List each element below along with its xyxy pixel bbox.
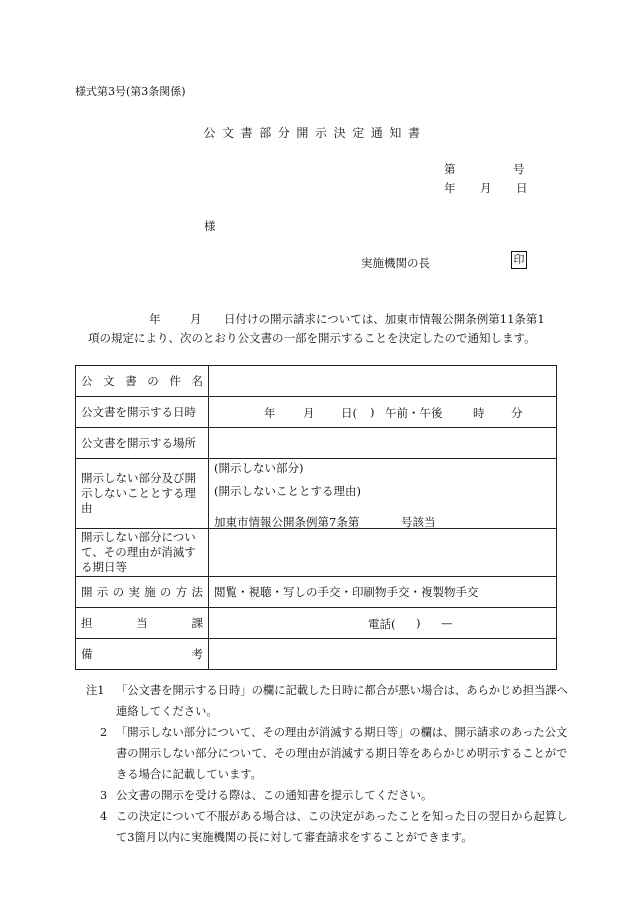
label-char: 件 xyxy=(169,374,181,388)
note-number: 注1 xyxy=(86,684,105,697)
note-item xyxy=(88,806,568,848)
seal-mark: 印 xyxy=(511,251,527,269)
row-label xyxy=(76,366,209,397)
doc-number-suffix: 号 xyxy=(513,162,525,176)
label-char: 実 xyxy=(128,585,140,599)
table-row xyxy=(76,639,557,670)
label-char: の xyxy=(147,374,159,388)
table-row xyxy=(76,366,557,397)
label-subject xyxy=(81,373,203,389)
note-number: 3 xyxy=(100,789,108,802)
table-row xyxy=(76,397,557,428)
label-char: 書 xyxy=(125,374,137,388)
intro-year: 年 xyxy=(149,312,161,326)
department-value xyxy=(209,608,557,639)
label-method xyxy=(81,584,203,600)
note-text: 「開示しない部分について、その理由が消滅する期日等」の欄は、開示請求のあった公文書の開示しない部分について、その理由が消滅する期日等をあらかじめ明示することができる場合に記載しています。 xyxy=(116,726,568,781)
table-row xyxy=(76,529,557,577)
issuer-title: 実施機関の長 xyxy=(361,256,430,270)
table-row xyxy=(76,459,557,529)
label-char: 考 xyxy=(191,647,203,661)
row-label: 開示しない部分及び開示しないこととする理由 xyxy=(76,459,209,529)
row-label: 公文書を開示する場所 xyxy=(76,428,209,459)
document-title: 公文書部分開示決定通知書 xyxy=(203,126,427,140)
reason-applicable: 号該当 xyxy=(401,515,436,529)
label-char: 名 xyxy=(191,374,203,388)
dt-day: 日( xyxy=(341,406,357,420)
label-char: 示 xyxy=(96,585,109,599)
row-label xyxy=(76,639,209,670)
row-label xyxy=(76,577,209,608)
label-char: 文 xyxy=(103,374,115,388)
reason-ordinance: 加東市情報公開条例第7条第 xyxy=(214,515,360,529)
label-char: 担 xyxy=(81,616,93,630)
row-label xyxy=(76,608,209,639)
dt-close: ) xyxy=(370,405,375,419)
label-char: 方 xyxy=(175,585,188,599)
dt-month: 月 xyxy=(303,406,315,420)
form-number: 様式第3号(第3条関係) xyxy=(75,85,186,98)
phone-close: ) xyxy=(416,616,421,630)
label-char: 法 xyxy=(191,585,203,599)
label-char: の xyxy=(159,585,172,599)
label-char: 備 xyxy=(81,647,93,661)
phone-dash: — xyxy=(441,616,453,630)
note-item xyxy=(88,722,568,785)
note-text: 公文書の開示を受ける際は、この通知書を提示してください。 xyxy=(116,789,433,802)
dt-year: 年 xyxy=(264,406,276,420)
label-char: 課 xyxy=(191,616,203,630)
label-char: 施 xyxy=(144,585,156,599)
note-item xyxy=(88,785,568,806)
note-number: 2 xyxy=(100,726,108,739)
label-department xyxy=(81,615,203,631)
dt-minute: 分 xyxy=(511,406,523,420)
place-value xyxy=(209,428,557,459)
date-year: 年 xyxy=(444,181,456,195)
notes-section xyxy=(88,680,568,848)
label-remarks xyxy=(81,646,203,662)
doc-number-prefix: 第 xyxy=(444,162,456,176)
row-label: 公文書を開示する日時 xyxy=(76,397,209,428)
note-text: この決定について不服がある場合は、この決定があったことを知った日の翌日から起算して3箇月以内に実施機関の長に対して審査請求をすることができます。 xyxy=(116,810,568,844)
label-char: の xyxy=(112,585,125,599)
phone-label: 電話( xyxy=(368,617,396,631)
disclosure-table xyxy=(75,365,557,670)
note-item xyxy=(88,680,568,722)
intro-line1: 日付けの開示請求については、加東市情報公開条例第11条第1 xyxy=(224,312,545,326)
dt-ampm: 午前・午後 xyxy=(385,406,443,420)
reason-reason-label: (開示しないこととする理由) xyxy=(214,484,361,498)
remarks-value xyxy=(209,639,557,670)
table-row xyxy=(76,608,557,639)
expiry-value xyxy=(209,529,557,577)
label-char: 当 xyxy=(136,616,148,630)
label-char: 開 xyxy=(81,585,93,599)
dt-hour: 時 xyxy=(473,406,485,420)
date-day: 日 xyxy=(516,181,528,195)
addressee-suffix: 様 xyxy=(204,219,216,233)
note-number: 4 xyxy=(100,810,108,823)
intro-line2: 項の規定により、次のとおり公文書の一部を開示することを決定したので通知します。 xyxy=(88,331,536,345)
label-char: 公 xyxy=(81,374,93,388)
table-row xyxy=(76,577,557,608)
datetime-value xyxy=(209,397,557,428)
row-label: 開示しない部分について、その理由が消滅する期日等 xyxy=(76,529,209,577)
date-month: 月 xyxy=(480,181,492,195)
intro-month: 月 xyxy=(190,312,202,326)
note-text: 「公文書を開示する日時」の欄に記載した日時に都合が悪い場合は、あらかじめ担当課へ連絡してください。 xyxy=(116,684,568,718)
reason-part-label: (開示しない部分) xyxy=(214,461,304,475)
subject-value xyxy=(209,366,557,397)
reasons-value xyxy=(209,459,557,529)
method-value: 閲覧・視聴・写しの手交・印刷物手交・複製物手交 xyxy=(209,577,557,608)
table-row xyxy=(76,428,557,459)
